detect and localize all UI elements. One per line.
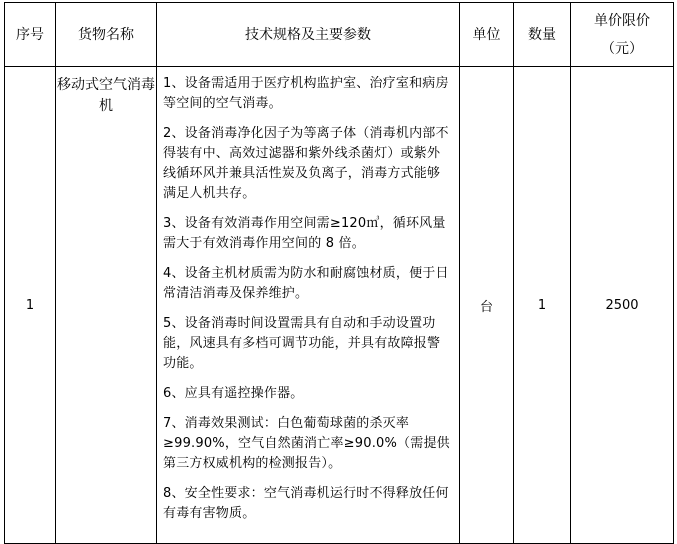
cell-unit: 台 — [460, 67, 514, 544]
header-seq: 序号 — [5, 3, 56, 67]
cell-price: 2500 — [571, 67, 674, 544]
spec-item: 4、设备主机材质需为防水和耐腐蚀材质，便于日常清洁消毒及保养维护。 — [163, 266, 449, 301]
cell-name: 移动式空气消毒机 — [56, 67, 157, 544]
header-qty: 数量 — [514, 3, 571, 67]
header-name: 货物名称 — [56, 3, 157, 67]
spec-item: 6、应具有遥控操作器。 — [163, 386, 304, 401]
header-price — [571, 3, 674, 67]
table-row — [5, 67, 674, 544]
spec-item: 5、设备消毒时间设置需具有自动和手动设置功能，风速具有多档可调节功能，并具有故障报警功能。 — [163, 316, 441, 371]
header-price-line2: （元） — [601, 40, 643, 57]
header-row — [5, 3, 674, 67]
spec-item: 7、消毒效果测试：白色葡萄球菌的杀灭率≥99.90%，空气自然菌消亡率≥90.0%（需提供第三方权威机构的检测报告）。 — [163, 416, 450, 471]
cell-qty: 1 — [514, 67, 571, 544]
spec-item: 1、设备需适用于医疗机构监护室、治疗室和病房等空间的空气消毒。 — [163, 76, 449, 111]
procurement-table — [4, 2, 674, 544]
spec-item: 2、设备消毒净化因子为等离子体（消毒机内部不得装有中、高效过滤器和紫外线杀菌灯）或紫外线循环风并兼具活性炭及负离子，消毒方式能够满足人机共存。 — [163, 126, 449, 201]
header-unit: 单位 — [460, 3, 514, 67]
cell-spec — [157, 67, 460, 544]
spec-item: 8、安全性要求：空气消毒机运行时不得释放任何有毒有害物质。 — [163, 486, 449, 521]
header-spec: 技术规格及主要参数 — [157, 3, 460, 67]
cell-seq: 1 — [5, 67, 56, 544]
header-price-line1: 单价限价 — [594, 12, 650, 29]
spec-item: 3、设备有效消毒作用空间需≥120㎥，循环风量需大于有效消毒作用空间的 8 倍。 — [163, 216, 446, 251]
